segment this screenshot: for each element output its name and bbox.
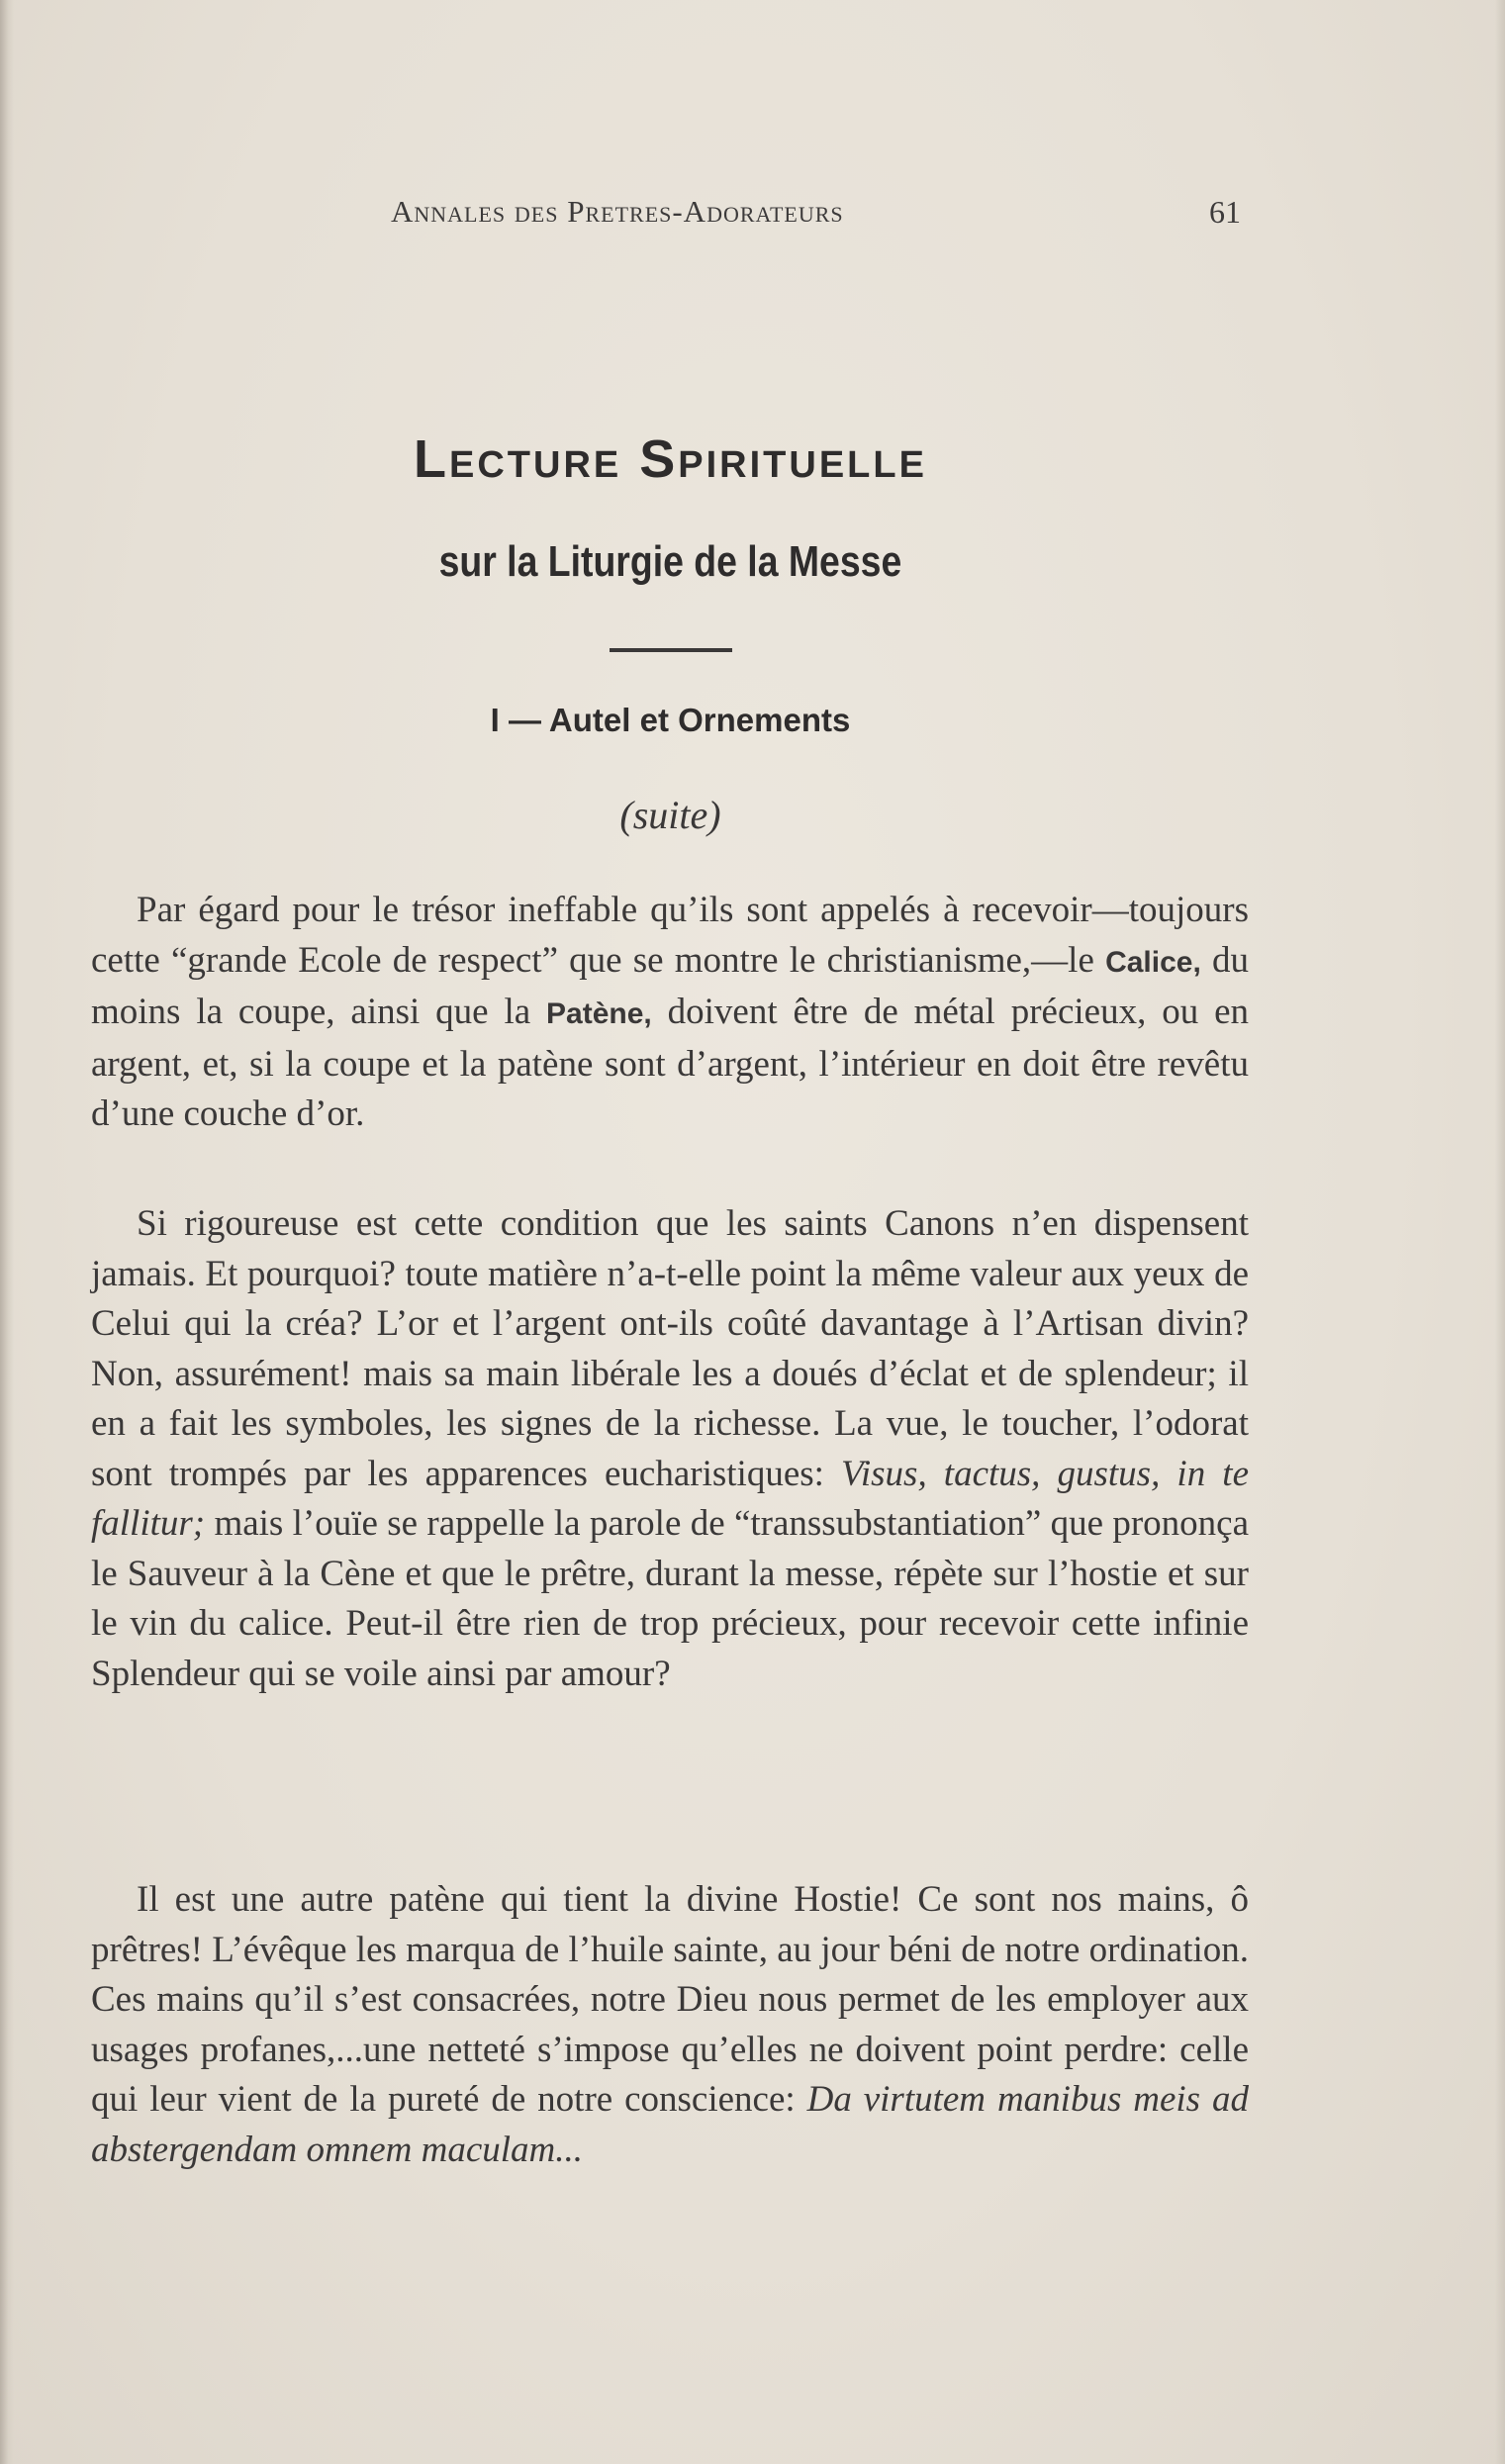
article-subtitle: sur la Liturgie de la Messe (438, 537, 902, 586)
running-head: Annales des Pretres-Adorateurs (391, 194, 844, 229)
paragraph-3 (91, 1875, 1249, 2175)
article-title: Lecture Spirituelle (414, 429, 927, 489)
bold-term-calice: Calice, (1105, 945, 1201, 979)
page-binding-edge (0, 0, 14, 2464)
paragraph-text: du moins la coupe, ainsi que la (91, 939, 1249, 1032)
paragraph-text: Si rigoureuse est cette condition que les saints Canons n’en dispensent jamais. Et pourquoi? toute matière n’a-t-elle point la même valeur aux yeux de Celui qui la créa? L’or et l’argent ont-ils coûté davantage à l’Artisan divin? Non, assurément! mais sa main libérale les a doués d’éclat et de splendeur; il en a fait les symboles, les signes de la richesse. La vue, le toucher, l’odorat sont trompés par les apparences eucharistiques: (91, 1203, 1249, 1494)
paragraph-text: mais l’ouïe se rappelle la parole de “transsubstantiation” que prononça le Sauveur à la Cène et que le prêtre, durant la messe, répète sur l’hostie et sur le vin du calice. Peut-il être rien de trop précieux, pour recevoir cette infinie Splendeur qui se voile ainsi par amour? (91, 1503, 1249, 1694)
section-heading: I — Autel et Ornements (490, 702, 851, 738)
bold-term-patene: Patène, (546, 997, 652, 1030)
paragraph-text: Par égard pour le trésor ineffable qu’ils sont appelés à recevoir—toujours cette “grande Ecole de respect” que se montre le christianisme,—le (91, 890, 1249, 981)
page-number: 61 (1209, 194, 1241, 230)
latin-quote: Da virtutem manibus meis ad abstergendam omnem maculam... (91, 2079, 1249, 2170)
paragraph-1 (91, 886, 1249, 1140)
continued-label: (suite) (619, 793, 721, 837)
title-divider (610, 648, 732, 652)
paragraph-text: Il est une autre patène qui tient la divine Hostie! Ce sont nos mains, ô prêtres! L’évêque les marqua de l’huile sainte, au jour béni de notre ordination. Ces mains qu’il s’est consacrées, notre Dieu nous permet de les employer aux usages profanes,...une netteté s’impose qu’elles ne doivent point perdre: celle qui leur vient de la pureté de notre conscience: (91, 1879, 1249, 2120)
paragraph-text: doivent être de métal précieux, ou en argent, et, si la coupe et la patène sont d’argent, l’intérieur en doit être revêtu d’une couche d’or. (91, 992, 1249, 1134)
latin-quote: Visus, tactus, gustus, in te fallitur; (91, 1453, 1249, 1544)
paragraph-2 (91, 1199, 1249, 1699)
page-outer-edge (1495, 0, 1505, 2464)
